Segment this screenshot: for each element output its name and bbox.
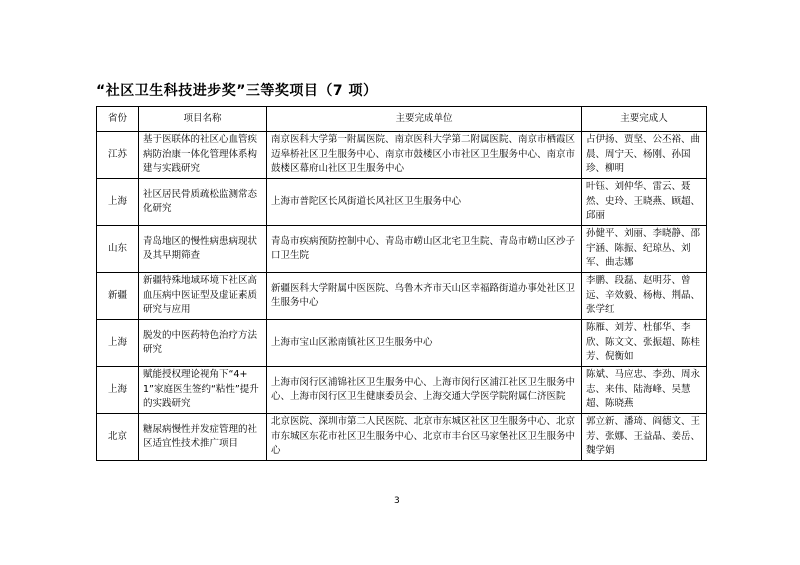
table-row — [97, 226, 707, 273]
header-main-units: 主要完成单位 — [267, 107, 582, 132]
cell-people: 陈雁、刘芳、杜郁华、李欣、陈文文、张振超、陈桂芳、倪衡如 — [582, 320, 707, 367]
cell-people: 李鹏、段磊、赵明芬、曾远、辛效毅、杨梅、荆晶、张学红 — [582, 273, 707, 320]
table-row — [97, 132, 707, 179]
header-province: 省份 — [97, 107, 139, 132]
awards-table — [96, 106, 707, 461]
cell-units: 上海市普陀区长风街道长风社区卫生服务中心 — [267, 179, 582, 226]
page-number: 3 — [394, 496, 400, 506]
header-main-people: 主要完成人 — [582, 107, 707, 132]
cell-units: 上海市宝山区淞南镇社区卫生服务中心 — [267, 320, 582, 367]
table-row — [97, 367, 707, 414]
header-project-name: 项目名称 — [139, 107, 267, 132]
cell-project-name: 基于医联体的社区心血管疾病防治康一体化管理体系构建与实践研究 — [139, 132, 267, 179]
cell-units: 青岛市疾病预防控制中心、青岛市崂山区北宅卫生院、青岛市崂山区沙子口卫生院 — [267, 226, 582, 273]
section-heading: “社区卫生科技进步奖”三等奖项目（7 项） — [96, 83, 378, 99]
cell-people: 孙健平、刘丽、李晓静、邵宇涵、陈振、纪琼丛、刘军、曲志娜 — [582, 226, 707, 273]
cell-people: 占伊扬、贾坚、公丕裕、曲晨、周宁天、杨刚、孙国珍、柳明 — [582, 132, 707, 179]
cell-units: 北京医院、深圳市第二人民医院、北京市东城区社区卫生服务中心、北京市东城区东花市社区卫生服务中心、北京市丰台区马家堡社区卫生服务中心 — [267, 414, 582, 461]
cell-project-name: 赋能授权理论视角下“4+1”家庭医生签约“粘性”提升的实践研究 — [139, 367, 267, 414]
table-row — [97, 179, 707, 226]
cell-project-name: 社区居民骨质疏松监测常态化研究 — [139, 179, 267, 226]
table-row — [97, 273, 707, 320]
table-header-row — [97, 107, 707, 132]
cell-project-name: 脱发的中医药特色治疗方法研究 — [139, 320, 267, 367]
cell-project-name: 新疆特殊地域环境下社区高血压病中医证型及虚证素质研究与应用 — [139, 273, 267, 320]
table-row — [97, 414, 707, 461]
table-row — [97, 320, 707, 367]
cell-units: 南京医科大学第一附属医院、南京医科大学第二附属医院、南京市栖霞区迈皋桥社区卫生服务中心、南京市鼓楼区小市社区卫生服务中心、南京市鼓楼区幕府山社区卫生服务中心 — [267, 132, 582, 179]
cell-units: 上海市闵行区浦锦社区卫生服务中心、上海市闵行区浦江社区卫生服务中心、上海市闵行区卫生健康委员会、上海交通大学医学院附属仁济医院 — [267, 367, 582, 414]
cell-province: 江苏 — [97, 132, 139, 179]
cell-people: 叶钰、刘仲华、雷云、聂然、史玲、王晓燕、顾超、邱丽 — [582, 179, 707, 226]
cell-province: 上海 — [97, 179, 139, 226]
cell-province: 新疆 — [97, 273, 139, 320]
cell-project-name: 糖尿病慢性并发症管理的社区适宜性技术推广项目 — [139, 414, 267, 461]
cell-people: 郭立新、潘琦、阎德文、王芳、张娜、王益晶、姜岳、魏学娟 — [582, 414, 707, 461]
cell-people: 陈斌、马应忠、李劲、周永志、来伟、陆海峰、吴慧超、陈晓燕 — [582, 367, 707, 414]
cell-province: 北京 — [97, 414, 139, 461]
cell-province: 山东 — [97, 226, 139, 273]
cell-province: 上海 — [97, 320, 139, 367]
cell-units: 新疆医科大学附属中医医院、乌鲁木齐市天山区幸福路街道办事处社区卫生服务中心 — [267, 273, 582, 320]
cell-project-name: 青岛地区的慢性病患病现状及其早期筛查 — [139, 226, 267, 273]
cell-province: 上海 — [97, 367, 139, 414]
